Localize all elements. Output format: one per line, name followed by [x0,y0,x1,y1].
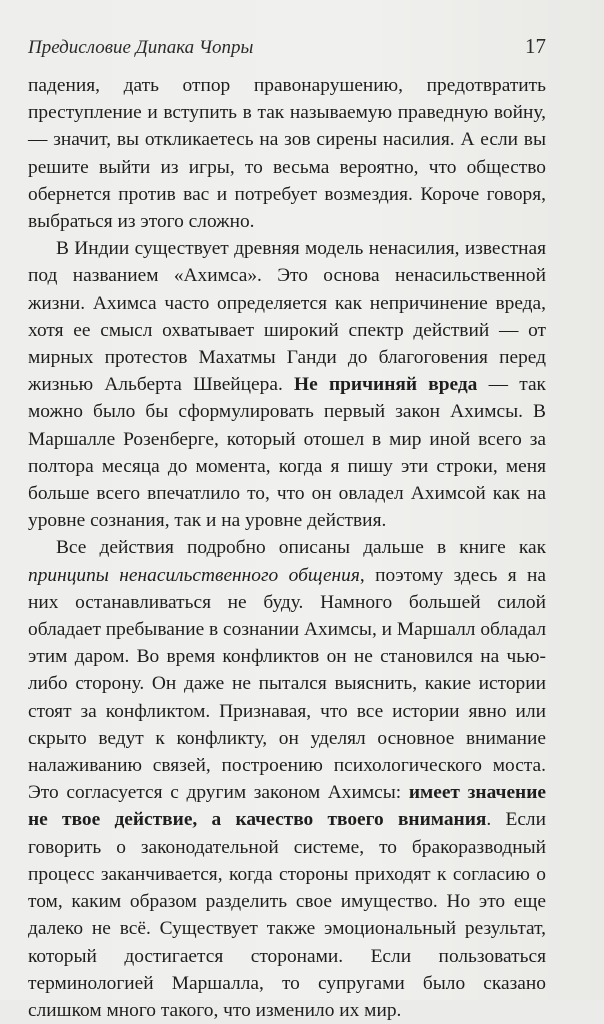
paragraph-2-text-a: В Индии существует древняя модель ненасилия, известная под названием «Ахимса». Это основа ненасильственной жизни. Ахимса часто определяется как непричинение вреда, хотя ее смысл охватывает широкий спектр действий — от мирных протестов Махатмы Ганди до благоговения перед жизнью Альберта Швейцера. [28,238,546,396]
running-head [28,34,546,59]
paragraph-2 [28,235,546,534]
paragraph-2-emphasis: Не причиняй вреда [294,374,478,396]
body-text [28,72,546,1024]
paragraph-3-text-e: . Если говорить о законодательной системе, то бракоразводный процесс заканчивается, когда стороны приходят к согласию о том, каким образом разделить свое имущество. Но это еще далеко не всё. Существует также эмоциональный результат, который достигается сторонами. Если пользоваться терминологией Маршалла, то супругами было сказано слишком много такого, что изменило их мир. [28,809,546,1021]
paragraph-1 [28,72,546,235]
paragraph-3 [28,534,546,1024]
paragraph-1-text: падения, дать отпор правонарушению, предотвратить преступление и вступить в так называемую праведную войну, — значит, вы откликаетесь на зов сирены насилия. А если вы решите выйти из игры, то весьма вероятно, что общество обернется против вас и потребует возмездия. Короче говоря, выбраться из этого сложно. [28,75,546,233]
paragraph-3-text-a: Все действия подробно описаны дальше в книге как [56,537,546,559]
page-number: 17 [525,34,546,58]
running-title: Предисловие Дипака Чопры [28,37,254,58]
paragraph-3-italic-term: принципы ненасильственного общения [28,564,360,586]
paragraph-3-emphasis: имеет значение не твое действие, а качество твоего внимания [28,782,547,831]
paragraph-2-text-c: — так можно было бы сформулировать первый закон Ахимсы. В Маршалле Розенберге, который отошел в мир иной всего за полтора месяца до момента, когда я пишу эти строки, меня больше всего впечатлило то, что он овладел Ахимсой как на уровне сознания, так и на уровне действия. [28,374,546,532]
paragraph-3-text-c: , поэтому здесь я на них останавливаться не буду. Намного большей силой обладает пребывание в сознании Ахимсы, и Маршалл обладал этим даром. Во время конфликтов он не становился на чью-либо сторону. Он даже не пытался выяснить, какие истории стоят за конфликтом. Признавая, что все истории явно или скрыто ведут к конфликту, он уделял основное внимание налаживанию связей, построению психологического моста. Это согласуется с другим законом Ахимсы: [28,564,547,804]
